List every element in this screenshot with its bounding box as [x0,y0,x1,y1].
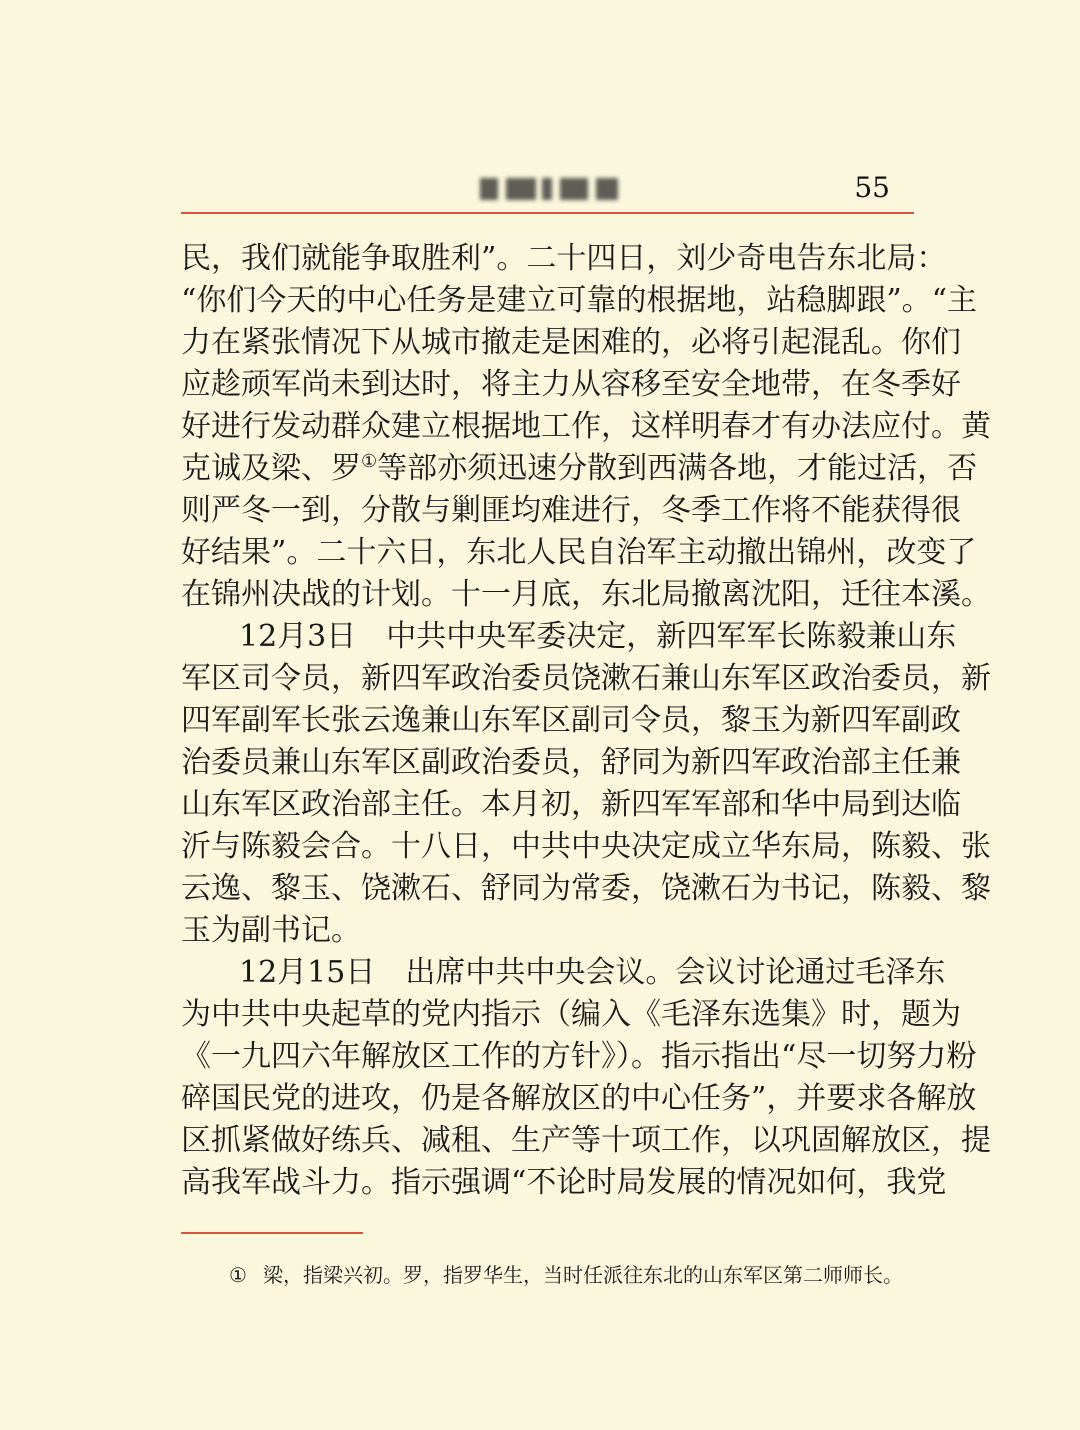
text-line: 治委员兼山东军区副政治委员，舒同为新四军政治部主任兼 [181,745,961,780]
text-line: 力在紧张情况下从城市撤走是困难的，必将引起混乱。你们 [181,325,961,360]
text-line: 12月15日 出席中共中央会议。会议讨论通过毛泽东 [239,955,946,990]
text-line: 在锦州决战的计划。十一月底，东北局撤离沈阳，迁往本溪。 [181,577,991,612]
text-line: 区抓紧做好练兵、减租、生产等十项工作，以巩固解放区，提 [181,1123,991,1158]
text-line: 军区司令员，新四军政治委员饶漱石兼山东军区政治委员，新 [181,661,991,696]
text-line: “你们今天的中心任务是建立可靠的根据地，站稳脚跟”。“主 [181,283,978,318]
text-line: 好结果”。二十六日，东北人民自治军主动撤出锦州，改变了 [181,535,977,570]
text-line: 为中共中央起草的党内指示（编入《毛泽东选集》时，题为 [181,997,961,1032]
text-line: 12月3日 中共中央军委决定，新四军军长陈毅兼山东 [239,619,957,654]
text-line: 沂与陈毅会合。十八日，中共中央决定成立华东局，陈毅、张 [181,829,991,864]
text-line: 好进行发动群众建立根据地工作，这样明春才有办法应付。黄 [181,409,991,444]
footnote-text: 梁，指梁兴初。罗，指罗华生，当时任派往东北的山东军区第二师师长。 [263,1263,903,1287]
text-line: 云逸、黎玉、饶漱石、舒同为常委，饶漱石为书记，陈毅、黎 [181,871,991,906]
footnote-number: ① [229,1263,247,1287]
text-line: 《一九四六年解放区工作的方针》）。指示指出“尽一切努力粉 [181,1039,977,1074]
text-line: 应趁顽军尚未到达时，将主力从容移至安全地带，在冬季好 [181,367,961,402]
running-title-obscured [480,178,620,200]
page-header [181,166,914,212]
text-line: 山东军区政治部主任。本月初，新四军军部和华中局到达临 [181,787,961,822]
page-number: 55 [854,171,890,204]
footnote-reference[interactable]: ① [361,451,378,472]
text-segment: 克诚及梁、罗 [181,451,361,486]
footnote-rule [181,1232,363,1234]
text-line: 玉为副书记。 [181,913,361,948]
text-line: 碎国民党的进攻，仍是各解放区的中心任务”，并要求各解放 [181,1081,977,1116]
text-line: 高我军战斗力。指示强调“不论时局发展的情况如何，我党 [181,1165,947,1200]
footnote [229,1260,919,1290]
text-line: 民，我们就能争取胜利”。二十四日，刘少奇电告东北局： [181,241,947,276]
text-line: 则严冬一到，分散与剿匪均难进行，冬季工作将不能获得很 [181,493,961,528]
header-rule [181,212,914,214]
text-line [181,448,978,490]
text-line: 四军副军长张云逸兼山东军区副司令员，黎玉为新四军副政 [181,703,961,738]
body-text [181,238,991,1204]
text-segment: 等部亦须迅速分散到西满各地，才能过活，否 [377,451,978,486]
